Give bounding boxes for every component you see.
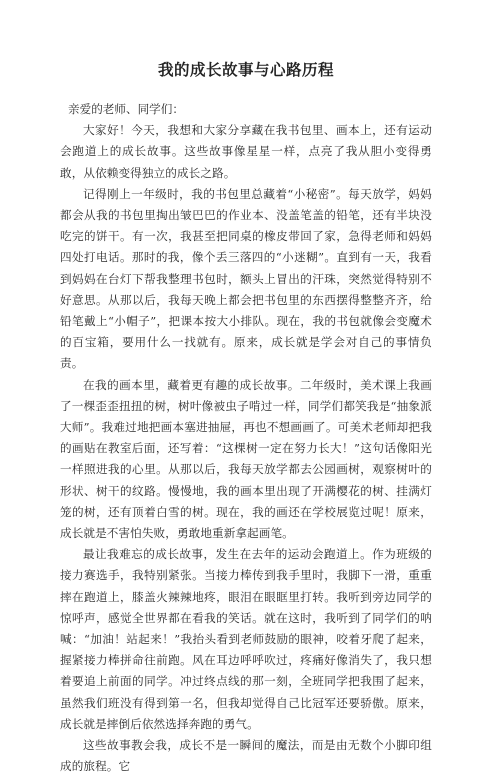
paragraph-conclusion: 这些故事教会我，成长不是一瞬间的魔法，而是由无数个小脚印组成的旅程。它 — [60, 738, 432, 774]
paragraph-schoolbag-story: 记得刚上一年级时，我的书包里总藏着“小秘密”。每天放学，妈妈都会从我的书包里掏出皱巴巴的作业本、没盖笔盖的铅笔，还有半块没吃完的饼干。有一次，我甚至把同桌的橡皮带回了家，急得老师和妈妈四处打电话。那时的我，像个丢三落四的“小迷糊”。直到有一天，我看到妈妈在台灯下帮我整理书包时，额头上冒出的汗珠，突然觉得特别不好意思。从那以后，我每天晚上都会把书包里的东西摆得整整齐齐，给铅笔戴上“小帽子”，把课本按大小排队。现在，我的书包就像会变魔术的百宝箱，要用什么一找就有。原来，成长就是学会对自己的事情负责。 — [60, 186, 432, 371]
greeting-line: 亲爱的老师、同学们： — [68, 102, 184, 116]
paragraph-intro: 大家好！今天，我想和大家分享藏在我书包里、画本上，还有运动会跑道上的成长故事。这些故事像星星一样，点亮了我从胆小变得勇敢，从依赖变得独立的成长之路。 — [60, 123, 432, 180]
document-title: 我的成长故事与心路历程 — [157, 61, 334, 79]
paragraph-drawing-story: 在我的画本里，藏着更有趣的成长故事。二年级时，美术课上我画了一棵歪歪扭扭的树，树叶像被虫子啃过一样，同学们都笑我是“抽象派大师”。我难过地把画本塞进抽屉，再也不想画画了。可美术老师却把我的画贴在教室后面，还写着：“这棵树一定在努力长大！”这句话像阳光一样照进我的心里。从那以后，我每天放学都去公园画树，观察树叶的形状、树干的纹路。慢慢地，我的画本里出现了开满樱花的树、挂满灯笼的树，还有顶着白雪的树。现在，我的画还在学校展览过呢！原来，成长就是不害怕失败，勇敢地重新拿起画笔。 — [60, 377, 432, 541]
document-page — [60, 60, 432, 778]
paragraph-relay-race-story: 最让我难忘的成长故事，发生在去年的运动会跑道上。作为班级的接力赛选手，我特别紧张。当接力棒传到我手里时，我脚下一滑，重重摔在跑道上，膝盖火辣辣地疼，眼泪在眼眶里打转。我听到旁边同学的惊呼声，感觉全世界都在看我的笑话。就在这时，我听到了同学们的呐喊：“加油！站起来！”我抬头看到老师鼓励的眼神，咬着牙爬了起来，握紧接力棒拼命往前跑。风在耳边呼呼吹过，疼痛好像消失了，我只想着要追上前面的同学。冲过终点线的那一刻，全班同学把我围了起来，虽然我们班没有得到第一名，但我却觉得自己比冠军还要骄傲。原来，成长就是摔倒后依然选择奔跑的勇气。 — [60, 547, 432, 731]
